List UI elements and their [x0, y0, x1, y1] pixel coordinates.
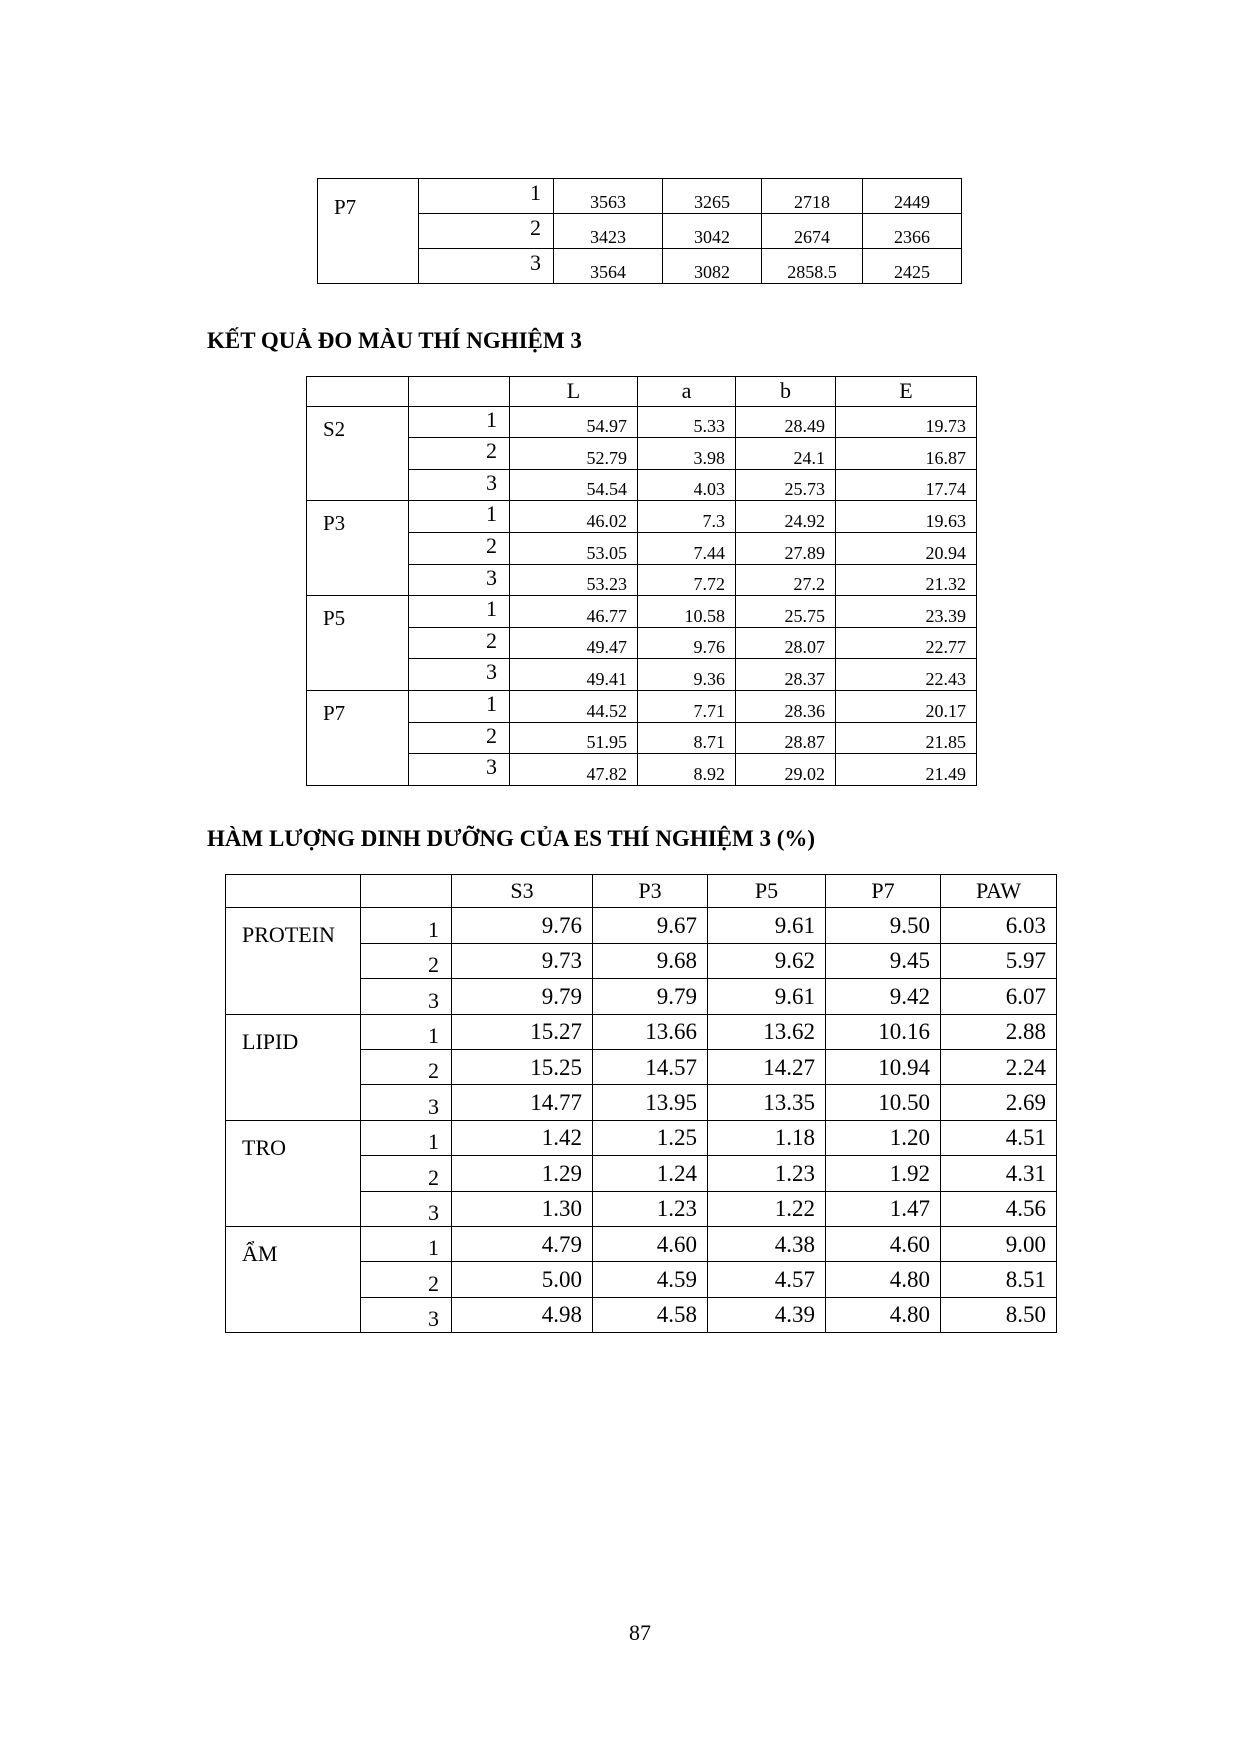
- group-label: LIPID: [226, 1014, 361, 1120]
- column-header: L: [510, 377, 638, 407]
- row-index: 1: [409, 690, 510, 722]
- table-color-measurement: [306, 376, 977, 786]
- row-index: 2: [419, 214, 554, 249]
- value-cell: 5.97: [941, 943, 1057, 978]
- value-cell: 10.16: [826, 1014, 941, 1049]
- row-index: 2: [409, 627, 510, 659]
- row-index: 1: [419, 179, 554, 214]
- value-cell: 9.61: [708, 979, 826, 1014]
- value-cell: 28.07: [736, 627, 836, 659]
- value-cell: 9.50: [826, 908, 941, 943]
- row-index: 3: [361, 1085, 452, 1120]
- group-label: TRO: [226, 1120, 361, 1226]
- value-cell: 2366: [863, 214, 962, 249]
- header-row: [226, 875, 1057, 908]
- value-cell: 24.92: [736, 501, 836, 533]
- group-label: P5: [307, 596, 409, 691]
- row-index: 2: [361, 1156, 452, 1191]
- group-label: P7: [307, 690, 409, 785]
- value-cell: 4.03: [638, 469, 736, 501]
- column-header: E: [836, 377, 977, 407]
- row-index: 2: [409, 438, 510, 470]
- value-cell: 7.72: [638, 564, 736, 596]
- value-cell: 47.82: [510, 754, 638, 786]
- table-row: [226, 1120, 1057, 1155]
- value-cell: 6.07: [941, 979, 1057, 1014]
- value-cell: 4.60: [593, 1226, 708, 1261]
- value-cell: 1.22: [708, 1191, 826, 1226]
- row-index: 3: [361, 979, 452, 1014]
- value-cell: 1.23: [708, 1156, 826, 1191]
- group-label: ẨM: [226, 1226, 361, 1332]
- value-cell: 9.68: [593, 943, 708, 978]
- column-header: a: [638, 377, 736, 407]
- value-cell: 5.00: [452, 1262, 593, 1297]
- value-cell: 51.95: [510, 722, 638, 754]
- value-cell: 13.35: [708, 1085, 826, 1120]
- row-index: 3: [409, 754, 510, 786]
- value-cell: 9.61: [708, 908, 826, 943]
- value-cell: 14.77: [452, 1085, 593, 1120]
- value-cell: 10.50: [826, 1085, 941, 1120]
- value-cell: 28.87: [736, 722, 836, 754]
- value-cell: 3563: [554, 179, 663, 214]
- row-index: 1: [409, 596, 510, 628]
- value-cell: 27.2: [736, 564, 836, 596]
- value-cell: 14.27: [708, 1049, 826, 1084]
- header-row: [307, 377, 977, 407]
- table-row: [226, 1014, 1057, 1049]
- table-row: [226, 1226, 1057, 1261]
- value-cell: 21.85: [836, 722, 977, 754]
- value-cell: 20.17: [836, 690, 977, 722]
- value-cell: 27.89: [736, 532, 836, 564]
- value-cell: 28.36: [736, 690, 836, 722]
- table-row: [307, 596, 977, 628]
- value-cell: 9.79: [593, 979, 708, 1014]
- row-index: 3: [361, 1191, 452, 1226]
- value-cell: 2718: [762, 179, 863, 214]
- header-empty-cell: [361, 875, 452, 908]
- value-cell: 1.29: [452, 1156, 593, 1191]
- value-cell: 8.51: [941, 1262, 1057, 1297]
- value-cell: 4.80: [826, 1262, 941, 1297]
- row-index: 3: [419, 249, 554, 284]
- value-cell: 21.49: [836, 754, 977, 786]
- value-cell: 2.69: [941, 1085, 1057, 1120]
- value-cell: 10.94: [826, 1049, 941, 1084]
- page-number: 87: [629, 1620, 651, 1645]
- value-cell: 46.77: [510, 596, 638, 628]
- value-cell: 4.58: [593, 1297, 708, 1332]
- value-cell: 1.47: [826, 1191, 941, 1226]
- table-row: [307, 690, 977, 722]
- value-cell: 44.52: [510, 690, 638, 722]
- value-cell: 4.31: [941, 1156, 1057, 1191]
- value-cell: 13.62: [708, 1014, 826, 1049]
- row-index: 3: [409, 659, 510, 691]
- column-header: b: [736, 377, 836, 407]
- value-cell: 54.54: [510, 469, 638, 501]
- group-label: PROTEIN: [226, 908, 361, 1014]
- header-empty-cell: [409, 377, 510, 407]
- value-cell: 23.39: [836, 596, 977, 628]
- value-cell: 10.58: [638, 596, 736, 628]
- row-index: 2: [361, 1262, 452, 1297]
- value-cell: 25.75: [736, 596, 836, 628]
- value-cell: 9.42: [826, 979, 941, 1014]
- value-cell: 19.63: [836, 501, 977, 533]
- value-cell: 25.73: [736, 469, 836, 501]
- value-cell: 9.73: [452, 943, 593, 978]
- value-cell: 1.25: [593, 1120, 708, 1155]
- value-cell: 4.39: [708, 1297, 826, 1332]
- value-cell: 14.57: [593, 1049, 708, 1084]
- row-index: 1: [361, 908, 452, 943]
- section-title-nutrition: HÀM LƯỢNG DINH DƯỠNG CỦA ES THÍ NGHIỆM 3 (%): [207, 826, 816, 851]
- row-index: 3: [409, 564, 510, 596]
- value-cell: 9.00: [941, 1226, 1057, 1261]
- value-cell: 22.77: [836, 627, 977, 659]
- value-cell: 6.03: [941, 908, 1057, 943]
- column-header: PAW: [941, 875, 1057, 908]
- value-cell: 1.30: [452, 1191, 593, 1226]
- column-header: P7: [826, 875, 941, 908]
- value-cell: 3564: [554, 249, 663, 284]
- value-cell: 9.76: [452, 908, 593, 943]
- value-cell: 2858.5: [762, 249, 863, 284]
- table-row: [307, 406, 977, 438]
- group-label: P7: [318, 179, 419, 284]
- value-cell: 53.05: [510, 532, 638, 564]
- group-label: S2: [307, 406, 409, 501]
- value-cell: 2674: [762, 214, 863, 249]
- value-cell: 19.73: [836, 406, 977, 438]
- value-cell: 1.20: [826, 1120, 941, 1155]
- table-row: [318, 179, 962, 214]
- value-cell: 52.79: [510, 438, 638, 470]
- value-cell: 13.95: [593, 1085, 708, 1120]
- value-cell: 2.24: [941, 1049, 1057, 1084]
- value-cell: 4.56: [941, 1191, 1057, 1226]
- row-index: 2: [361, 943, 452, 978]
- value-cell: 46.02: [510, 501, 638, 533]
- table-row: [226, 908, 1057, 943]
- row-index: 1: [361, 1120, 452, 1155]
- value-cell: 20.94: [836, 532, 977, 564]
- value-cell: 8.71: [638, 722, 736, 754]
- value-cell: 49.41: [510, 659, 638, 691]
- value-cell: 24.1: [736, 438, 836, 470]
- value-cell: 4.79: [452, 1226, 593, 1261]
- value-cell: 9.67: [593, 908, 708, 943]
- value-cell: 1.24: [593, 1156, 708, 1191]
- value-cell: 28.49: [736, 406, 836, 438]
- row-index: 3: [361, 1297, 452, 1332]
- value-cell: 4.57: [708, 1262, 826, 1297]
- row-index: 1: [361, 1014, 452, 1049]
- value-cell: 13.66: [593, 1014, 708, 1049]
- header-empty-cell: [226, 875, 361, 908]
- row-index: 1: [409, 406, 510, 438]
- value-cell: 16.87: [836, 438, 977, 470]
- row-index: 2: [409, 722, 510, 754]
- value-cell: 8.50: [941, 1297, 1057, 1332]
- value-cell: 3265: [663, 179, 762, 214]
- value-cell: 4.51: [941, 1120, 1057, 1155]
- value-cell: 15.25: [452, 1049, 593, 1084]
- value-cell: 8.92: [638, 754, 736, 786]
- value-cell: 3.98: [638, 438, 736, 470]
- table-row: [307, 501, 977, 533]
- value-cell: 9.76: [638, 627, 736, 659]
- table-p7-continuation: [317, 178, 962, 284]
- value-cell: 15.27: [452, 1014, 593, 1049]
- value-cell: 9.45: [826, 943, 941, 978]
- value-cell: 2425: [863, 249, 962, 284]
- value-cell: 1.23: [593, 1191, 708, 1226]
- section-title-color: KẾT QUẢ ĐO MÀU THÍ NGHIỆM 3: [207, 328, 582, 353]
- value-cell: 7.3: [638, 501, 736, 533]
- value-cell: 1.92: [826, 1156, 941, 1191]
- row-index: 1: [409, 501, 510, 533]
- group-label: P3: [307, 501, 409, 596]
- value-cell: 4.80: [826, 1297, 941, 1332]
- value-cell: 2449: [863, 179, 962, 214]
- row-index: 2: [409, 532, 510, 564]
- table-nutrition: [225, 874, 1057, 1333]
- column-header: P3: [593, 875, 708, 908]
- value-cell: 9.36: [638, 659, 736, 691]
- value-cell: 53.23: [510, 564, 638, 596]
- value-cell: 17.74: [836, 469, 977, 501]
- value-cell: 3082: [663, 249, 762, 284]
- row-index: 3: [409, 469, 510, 501]
- value-cell: 7.71: [638, 690, 736, 722]
- value-cell: 21.32: [836, 564, 977, 596]
- value-cell: 22.43: [836, 659, 977, 691]
- value-cell: 29.02: [736, 754, 836, 786]
- value-cell: 4.59: [593, 1262, 708, 1297]
- value-cell: 4.98: [452, 1297, 593, 1332]
- value-cell: 4.60: [826, 1226, 941, 1261]
- value-cell: 4.38: [708, 1226, 826, 1261]
- value-cell: 1.18: [708, 1120, 826, 1155]
- value-cell: 2.88: [941, 1014, 1057, 1049]
- value-cell: 1.42: [452, 1120, 593, 1155]
- column-header: P5: [708, 875, 826, 908]
- value-cell: 9.62: [708, 943, 826, 978]
- header-empty-cell: [307, 377, 409, 407]
- value-cell: 3042: [663, 214, 762, 249]
- value-cell: 28.37: [736, 659, 836, 691]
- value-cell: 7.44: [638, 532, 736, 564]
- value-cell: 3423: [554, 214, 663, 249]
- column-header: S3: [452, 875, 593, 908]
- row-index: 2: [361, 1049, 452, 1084]
- value-cell: 5.33: [638, 406, 736, 438]
- row-index: 1: [361, 1226, 452, 1261]
- value-cell: 49.47: [510, 627, 638, 659]
- value-cell: 54.97: [510, 406, 638, 438]
- value-cell: 9.79: [452, 979, 593, 1014]
